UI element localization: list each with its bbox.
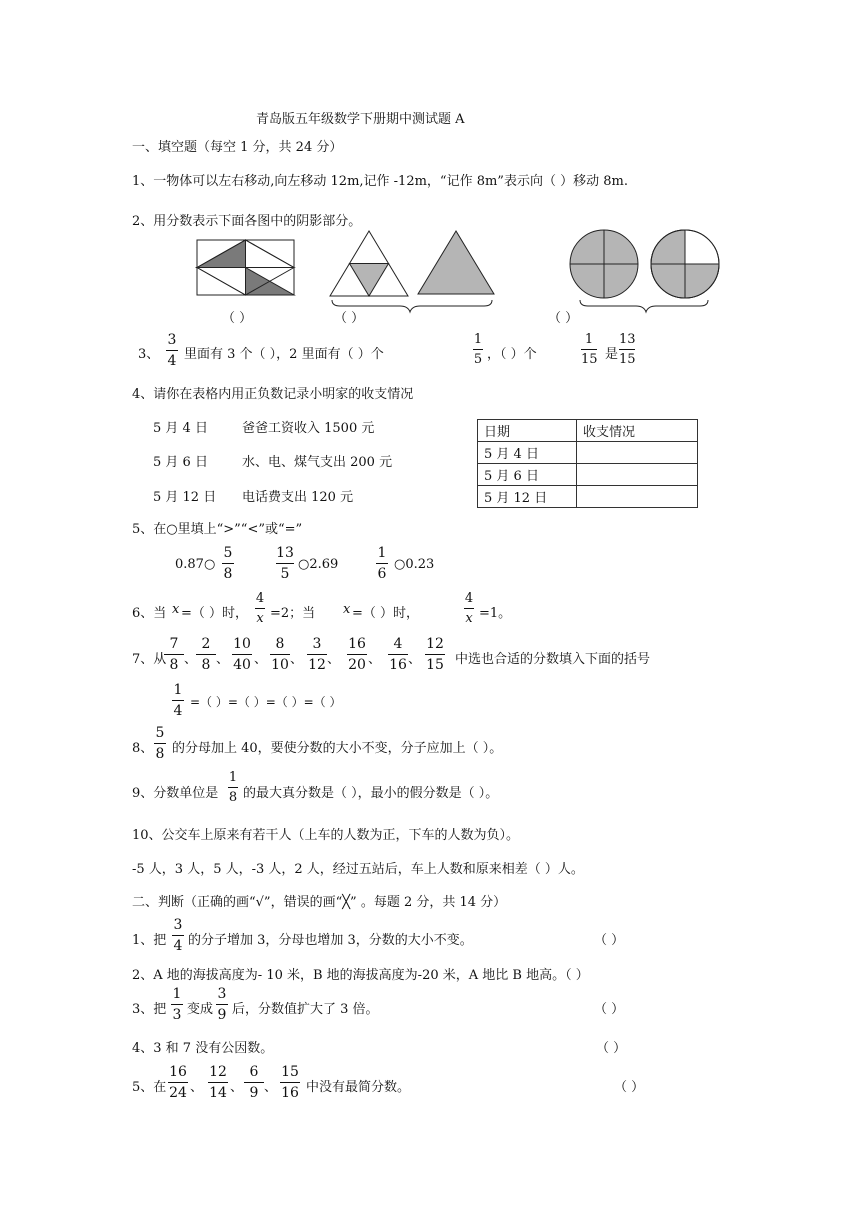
judge-5-part-1: 5、在 [132, 1080, 167, 1095]
three-quarter-shaded-circle [651, 230, 719, 298]
q3-fraction-thirteen-fifteenths: 13 15 [619, 332, 636, 367]
q7-fraction: 2 8 [196, 637, 216, 672]
q6-fraction-4-over-x-1: 4 x [255, 591, 265, 626]
q3-text-2: ，（ ）个 [487, 347, 537, 362]
q8-fraction-five-eighths: 5 8 [155, 725, 165, 762]
judge-4: 4、3 和 7 没有公因数。 [132, 1041, 274, 1056]
j3-fraction-three-ninths: 3 9 [217, 986, 227, 1023]
question-9-part-2: 的最大真分数是（ ），最小的假分数是（ ）。 [243, 786, 499, 801]
q7-fraction: 10 40 [233, 636, 251, 673]
judge-3-part-2: 变成 [187, 1002, 214, 1017]
q6-fraction-4-over-x-2: 4 x [464, 591, 474, 626]
table-cell-date: 5 月 6 日 [478, 464, 577, 486]
table-cell-date: 5 月 12 日 [478, 486, 577, 508]
question-1: 1、一物体可以左右移动,向左移动 12m,记作 -12m，“记作 8m”表示向（ ）移动 8m. [132, 174, 628, 189]
question-7-tail: 中选也合适的分数填入下面的括号 [455, 652, 651, 667]
question-10-line-2: -5 人，3 人，5 人，-3 人，2 人，经过五站后，车上人数和原来相差（ ）人。 [132, 862, 584, 877]
question-3-label: 3、 [138, 347, 160, 362]
q7-separator: 、 [368, 652, 382, 667]
judge-3-part-3: 后，分数值扩大了 3 倍。 [232, 1002, 379, 1017]
table-header-date: 日期 [478, 420, 577, 442]
question-6-part-3: =2；当 [270, 606, 316, 621]
q3-fraction-one-fifteenth: 1 15 [581, 332, 598, 367]
question-6-part-5: =1。 [479, 606, 512, 621]
section-heading-fill-blank: 一、填空题（每空 1 分，共 24 分） [132, 140, 343, 155]
q5-fraction-thirteen-fifths: 13 5 [276, 545, 294, 582]
question-7-label: 7、从 [132, 652, 167, 667]
j5-fraction: 15 16 [281, 1064, 299, 1101]
q3-fraction-three-quarters: 3 4 [167, 332, 177, 369]
q4-item-desc-2: 水、电、煤气支出 200 元 [242, 455, 393, 470]
q3-fraction-one-fifth: 1 5 [473, 332, 483, 367]
q7-fraction: 12 15 [426, 636, 444, 673]
q4-item-date-1: 5 月 4 日 [153, 421, 208, 436]
judge-1-part-1: 1、把 [132, 933, 167, 948]
question-4: 4、请你在表格内用正负数记录小明家的收支情况 [132, 387, 414, 402]
judge-5-part-2: 中没有最简分数。 [306, 1080, 411, 1095]
q3-text-1: 里面有 3 个（ ），2 里面有（ ）个 [184, 347, 384, 362]
question-6-part-1: 6、当 [132, 606, 167, 621]
q5-compare-c-right: ○0.23 [394, 557, 435, 572]
j5-fraction: 16 24 [169, 1064, 187, 1101]
q7-separator: 、 [290, 652, 304, 667]
q7-equivalent-blanks[interactable]: =（ ）=（ ）=（ ）=（ ） [190, 695, 342, 709]
q6-variable-x-1: x [172, 602, 180, 617]
table-header-status: 收支情况 [577, 420, 698, 442]
table-cell-answer[interactable] [577, 464, 698, 486]
q2-answer-blank-3[interactable]: （ ） [548, 311, 579, 326]
j5-separator: 、 [230, 1080, 244, 1095]
q4-item-desc-1: 爸爸工资收入 1500 元 [242, 421, 375, 436]
j5-fraction: 12 14 [209, 1064, 227, 1101]
income-expense-table [477, 419, 698, 508]
j3-fraction-one-third: 1 3 [172, 986, 182, 1023]
q5-compare-b-right: ○2.69 [298, 557, 339, 572]
table-row [478, 486, 698, 508]
table-row [478, 442, 698, 464]
judge-1-part-2: 的分子增加 3，分母也增加 3，分数的大小不变。 [188, 933, 473, 948]
circles-brace [580, 300, 708, 312]
q7-fraction: 7 8 [164, 637, 184, 672]
q7-fraction: 16 20 [348, 636, 366, 673]
question-6-part-4: =（ ）时， [352, 606, 420, 621]
q4-item-date-2: 5 月 6 日 [153, 455, 208, 470]
j1-fraction-three-quarters: 3 4 [173, 917, 183, 954]
q2-answer-blank-2[interactable]: （ ） [334, 311, 365, 326]
shaded-triangle-figure [418, 231, 494, 294]
question-10: 10、公交车上原来有若干人（上车的人数为正，下车的人数为负）。 [132, 828, 520, 843]
q7-separator: 、 [327, 652, 341, 667]
q7-separator: 、 [254, 652, 268, 667]
q4-item-date-3: 5 月 12 日 [153, 490, 217, 505]
q3-text-3: 是 [605, 347, 619, 362]
judge-1-answer-blank[interactable]: （ ） [594, 933, 625, 948]
judge-2: 2、A 地的海拔高度为- 10 米，B 地的海拔高度为-20 米，A 地比 B 地高。（ ） [132, 968, 589, 983]
table-row [478, 464, 698, 486]
table-cell-date: 5 月 4 日 [478, 442, 577, 464]
full-shaded-circle [570, 230, 638, 298]
table-cell-answer[interactable] [577, 486, 698, 508]
question-5: 5、在○里填上“>”“<”或“=” [132, 522, 303, 537]
j5-separator: 、 [190, 1080, 204, 1095]
q7-fraction: 4 16 [389, 636, 407, 673]
q5-fraction-one-sixth: 1 6 [377, 545, 387, 582]
judge-3-part-1: 3、把 [132, 1002, 167, 1017]
question-8-label: 8、 [132, 741, 154, 756]
q6-variable-x-2: x [343, 602, 351, 617]
q7-separator: 、 [408, 652, 422, 667]
q4-item-desc-3: 电话费支出 120 元 [242, 490, 354, 505]
q2-answer-blank-1[interactable]: （ ） [222, 311, 253, 326]
q7-fraction: 3 12 [308, 636, 326, 673]
q5-fraction-five-eighths: 5 8 [223, 545, 233, 582]
j5-fraction: 6 9 [244, 1065, 264, 1100]
judge-4-answer-blank[interactable]: （ ） [596, 1041, 627, 1056]
question-6-part-2: =（ ）时， [181, 606, 249, 621]
rectangle-figure [197, 240, 294, 295]
table-cell-answer[interactable] [577, 442, 698, 464]
section-heading-true-false: 二、判断（正确的画“√”，错误的画“╳” 。每题 2 分，共 14 分） [132, 895, 507, 910]
judge-3-answer-blank[interactable]: （ ） [594, 1002, 625, 1017]
question-2-figures [0, 0, 860, 330]
q9-fraction-one-eighth: 1 8 [228, 770, 238, 805]
question-9-part-1: 9、分数单位是 [132, 786, 219, 801]
j5-separator: 、 [264, 1080, 278, 1095]
q5-compare-a-left: 0.87○ [175, 557, 216, 572]
q7-separator: 、 [216, 652, 230, 667]
judge-5-answer-blank[interactable]: （ ） [614, 1080, 645, 1095]
subdivided-triangle-figure [330, 231, 408, 296]
q7-separator: 、 [184, 652, 198, 667]
q7-fraction-one-quarter: 1 4 [173, 682, 183, 719]
question-8-text: 的分母加上 40，要使分数的大小不变，分子应加上（ ）。 [172, 741, 503, 756]
page-title: 青岛版五年级数学下册期中测试题 A [256, 112, 465, 127]
q7-fraction: 8 10 [271, 636, 289, 673]
table-header-row [478, 420, 698, 442]
question-2: 2、用分数表示下面各图中的阴影部分。 [132, 214, 362, 229]
